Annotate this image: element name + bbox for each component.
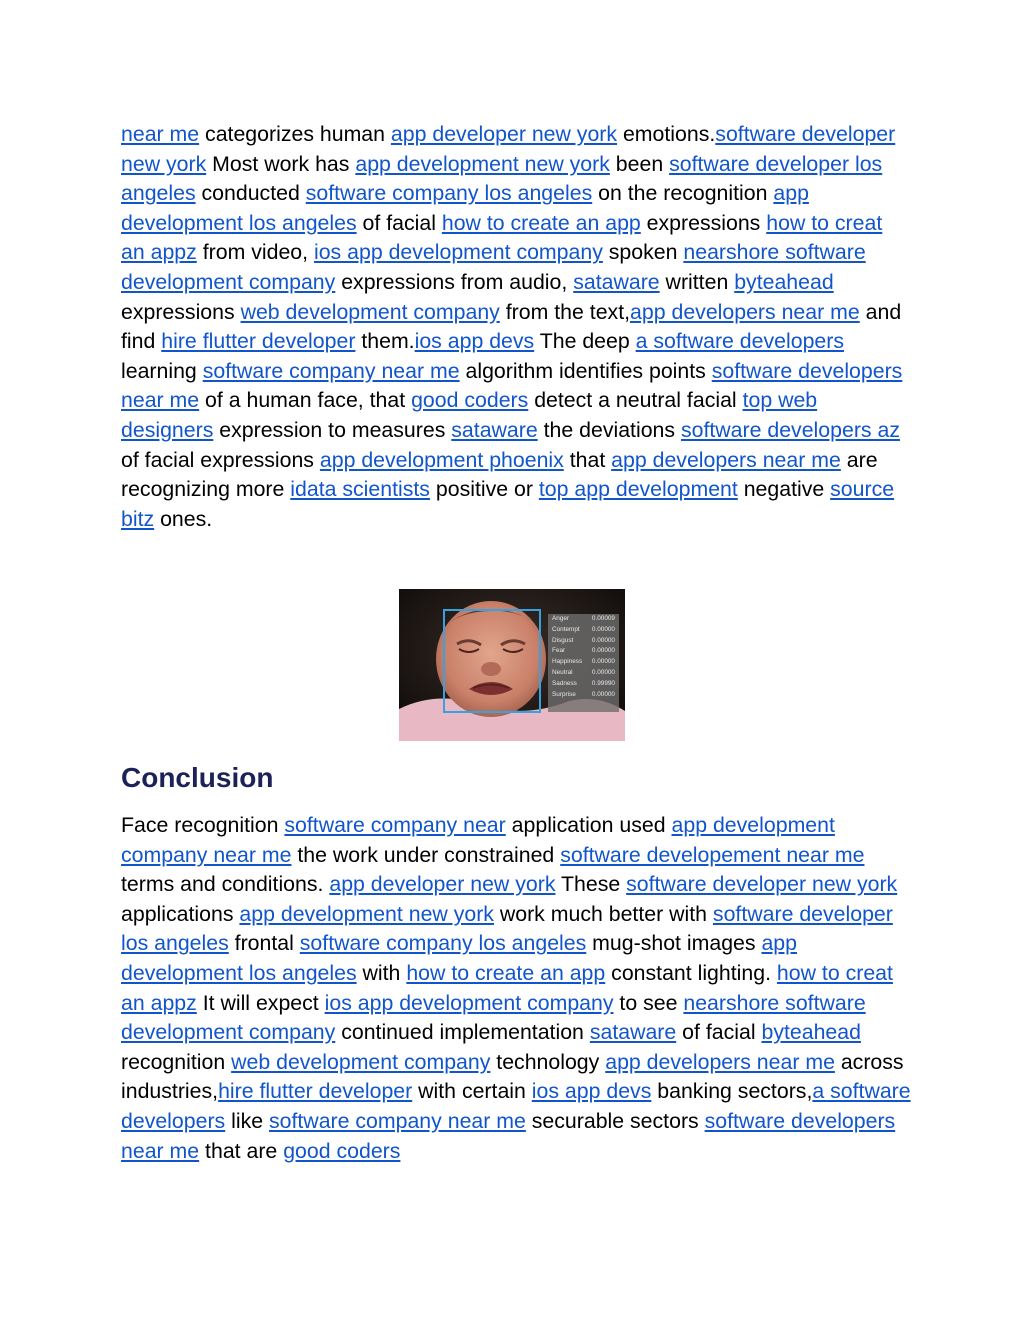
conclusion-paragraph xyxy=(121,811,911,1166)
inline-link[interactable]: hire flutter developer xyxy=(161,329,356,354)
body-text: expressions xyxy=(640,210,767,235)
body-text: been xyxy=(609,151,670,176)
body-text: of facial expressions xyxy=(121,447,320,472)
body-text: Face recognition xyxy=(121,813,285,837)
emotion-score: 0.00000 xyxy=(591,636,615,644)
inline-link[interactable]: software developer los angeles xyxy=(121,151,883,206)
emotion-row xyxy=(548,668,619,679)
emotion-label: Neutral xyxy=(552,668,573,676)
body-text: banking sectors, xyxy=(651,1079,813,1104)
emotion-row xyxy=(548,625,619,636)
body-text: The deep xyxy=(534,329,636,354)
inline-link[interactable]: app developers near me xyxy=(605,1049,835,1074)
inline-link[interactable]: byteahead xyxy=(734,269,834,294)
body-text: the deviations xyxy=(537,417,681,442)
body-text: algorithm identifies points xyxy=(459,358,712,383)
body-text: are recognizing more xyxy=(121,447,878,502)
body-text: recognition xyxy=(121,1049,232,1074)
inline-link[interactable]: sataware xyxy=(573,269,660,294)
body-text: of facial xyxy=(356,210,442,235)
inline-link[interactable]: ios app devs xyxy=(414,329,535,354)
emotion-label: Fear xyxy=(552,647,566,655)
body-text: ones. xyxy=(154,506,213,531)
body-text: emotions. xyxy=(617,122,716,146)
inline-link[interactable]: app development los angeles xyxy=(121,181,809,235)
body-text: to see xyxy=(613,990,684,1015)
inline-link[interactable]: web development company xyxy=(240,299,500,324)
body-text: with certain xyxy=(412,1079,532,1104)
inline-link[interactable]: idata scientists xyxy=(290,477,430,502)
body-text: application used xyxy=(505,813,672,837)
emotion-score: 0.00000 xyxy=(591,625,615,633)
inline-link[interactable]: software company los angeles xyxy=(299,931,587,956)
body-text: learning xyxy=(121,358,203,383)
emotion-label: Disgust xyxy=(552,636,574,644)
inline-link[interactable]: app development new york xyxy=(355,151,610,176)
inline-link[interactable]: sataware xyxy=(451,417,538,442)
inline-link[interactable]: near me xyxy=(121,122,200,146)
body-text: with xyxy=(356,960,407,985)
inline-link[interactable]: software developers az xyxy=(680,417,900,442)
inline-link[interactable]: a software developers xyxy=(121,1079,911,1133)
body-text: positive or xyxy=(429,477,539,502)
body-text: technology xyxy=(490,1049,606,1074)
inline-link[interactable]: good coders xyxy=(283,1138,401,1163)
emotion-scores-panel xyxy=(548,614,619,712)
inline-link[interactable]: app development new york xyxy=(239,901,494,926)
inline-link[interactable]: how to creat an appz xyxy=(121,960,893,1015)
body-text: that are xyxy=(199,1138,284,1163)
emotion-row xyxy=(548,690,619,701)
body-text: categorizes human xyxy=(199,122,391,146)
body-text: and find xyxy=(121,299,902,354)
inline-link[interactable]: software developement near me xyxy=(560,842,865,867)
emotion-label: Sadness xyxy=(552,679,577,687)
body-text: of a human face, that xyxy=(199,388,412,413)
body-text: written xyxy=(659,269,735,294)
inline-link[interactable]: ios app development company xyxy=(324,990,614,1015)
body-text: securable sectors xyxy=(525,1108,705,1133)
emotion-label: Anger xyxy=(552,615,570,622)
inline-link[interactable]: ios app development company xyxy=(313,240,603,265)
inline-link[interactable]: software company near xyxy=(284,813,506,837)
inline-link[interactable]: sataware xyxy=(589,1020,677,1045)
body-text: from the text, xyxy=(499,299,631,324)
emotion-score: 0.00000 xyxy=(591,668,615,676)
emotion-row xyxy=(548,614,619,625)
body-text: that xyxy=(563,447,612,472)
inline-link[interactable]: how to create an app xyxy=(441,210,641,235)
inline-link[interactable]: a software developers xyxy=(635,329,844,354)
body-text: from video, xyxy=(196,240,314,265)
inline-link[interactable]: software developer los angeles xyxy=(121,901,893,956)
body-text: on the recognition xyxy=(592,181,774,206)
face-detection-box xyxy=(443,609,541,713)
emotion-row xyxy=(548,657,619,668)
intro-paragraph xyxy=(121,120,911,534)
inline-link[interactable]: how to create an app xyxy=(406,960,606,985)
section-heading: Conclusion xyxy=(121,762,274,793)
inline-link[interactable]: web development company xyxy=(231,1049,491,1074)
facial-emotion-figure xyxy=(399,589,625,741)
emotion-row xyxy=(548,646,619,657)
emotion-score: 0.00009 xyxy=(591,615,615,622)
body-text: applications xyxy=(121,901,240,926)
body-text: These xyxy=(555,872,627,897)
inline-link[interactable]: software developer new york xyxy=(626,872,898,897)
inline-link[interactable]: app developer new york xyxy=(390,122,618,146)
body-text: mug-shot images xyxy=(586,931,762,956)
inline-link[interactable]: app developers near me xyxy=(611,447,841,472)
inline-link[interactable]: hire flutter developer xyxy=(218,1079,413,1104)
inline-link[interactable]: ios app devs xyxy=(531,1079,652,1104)
inline-link[interactable]: source bitz xyxy=(121,477,895,531)
body-text: It will expect xyxy=(196,990,325,1015)
inline-link[interactable]: top app development xyxy=(538,477,738,502)
emotion-row xyxy=(548,636,619,647)
body-text: expressions xyxy=(121,299,241,324)
emotion-row xyxy=(548,679,619,690)
body-text: negative xyxy=(737,477,831,502)
emotion-score: 0.00000 xyxy=(591,658,615,666)
body-text: terms and conditions. xyxy=(121,872,330,897)
emotion-label: Contempt xyxy=(552,625,580,633)
body-text: expressions from audio, xyxy=(335,269,574,294)
document-body xyxy=(121,120,911,534)
body-text: of facial xyxy=(676,1020,762,1045)
inline-link[interactable]: software company near me xyxy=(202,358,460,383)
inline-link[interactable]: app development company near me xyxy=(121,813,835,867)
inline-link[interactable]: software developers near me xyxy=(121,358,903,413)
body-text: work much better with xyxy=(493,901,713,926)
inline-link[interactable]: nearshore software development company xyxy=(121,990,866,1045)
emotion-label: Happiness xyxy=(552,658,583,666)
inline-link[interactable]: app developers near me xyxy=(630,299,860,324)
body-text: the work under constrained xyxy=(291,842,561,867)
inline-link[interactable]: good coders xyxy=(411,388,529,413)
inline-link[interactable]: nearshore software development company xyxy=(121,240,866,294)
body-text: spoken xyxy=(602,240,684,265)
inline-link[interactable]: byteahead xyxy=(761,1020,861,1045)
inline-link[interactable]: software developer new york xyxy=(121,122,896,176)
inline-link[interactable]: software company near me xyxy=(268,1108,526,1133)
inline-link[interactable]: app developer new york xyxy=(329,872,556,897)
body-text: detect a neutral facial xyxy=(528,388,743,413)
body-text: frontal xyxy=(228,931,300,956)
body-text: across industries, xyxy=(121,1049,904,1104)
emotion-score: 0.99990 xyxy=(591,679,615,687)
inline-link[interactable]: how to creat an appz xyxy=(121,210,883,265)
body-text: expression to measures xyxy=(213,417,452,442)
body-text: constant lighting. xyxy=(605,960,777,985)
emotion-label: Surprise xyxy=(552,690,576,698)
body-text: continued implementation xyxy=(335,1020,590,1045)
body-text: them. xyxy=(355,329,415,354)
emotion-score: 0.00000 xyxy=(591,690,615,698)
emotion-score: 0.00000 xyxy=(591,647,615,655)
inline-link[interactable]: software developers near me xyxy=(121,1108,896,1163)
body-text: Most work has xyxy=(206,151,356,176)
inline-link[interactable]: software company los angeles xyxy=(305,181,593,206)
body-text: like xyxy=(225,1108,269,1133)
conclusion-body xyxy=(121,811,911,1166)
inline-link[interactable]: top web designers xyxy=(121,388,818,442)
body-text: conducted xyxy=(195,181,306,206)
inline-link[interactable]: app development los angeles xyxy=(121,931,797,985)
inline-link[interactable]: app development phoenix xyxy=(319,447,564,472)
